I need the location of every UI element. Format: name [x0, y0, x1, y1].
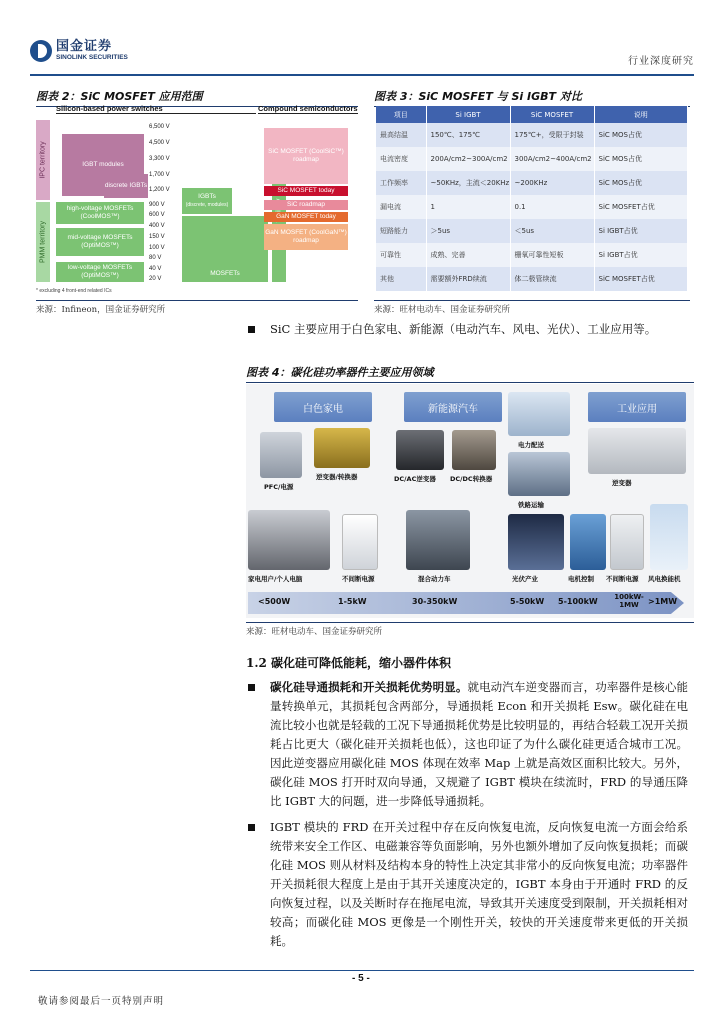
bullet-loss-advantage: [270, 678, 688, 811]
column-header: Si IGBT: [426, 106, 510, 123]
label-pc: 家电用户/个人电脑: [248, 575, 303, 583]
header-divider: [30, 74, 694, 76]
label-motor: 电机控制: [568, 575, 594, 583]
fig3-title: 图表 3：SiC MOSFET 与 Si IGBT 对比: [374, 88, 690, 107]
logo-icon: [30, 40, 52, 62]
table-row: [376, 147, 688, 171]
sic-roadmap-box: SiC roadmap: [264, 200, 348, 210]
fig3-table: [376, 106, 688, 296]
table-cell: Si IGBT占优: [594, 243, 688, 267]
label-ups: 不间断电源: [342, 575, 375, 583]
label-inverter: 逆变器: [612, 479, 632, 487]
voltage-label: 1,700 V: [149, 172, 170, 178]
power-level: 5-100kW: [558, 597, 598, 606]
discrete-igbts-box: discrete IGBTs: [104, 174, 148, 198]
table-cell: 0.1: [510, 195, 594, 219]
table-cell: 最高结温: [376, 123, 426, 147]
label-pfc: PFC/电源: [264, 483, 294, 491]
table-cell: 150℃、175℃: [426, 123, 510, 147]
table-cell: 工作频率: [376, 171, 426, 195]
table-row: [376, 267, 688, 291]
hv-mosfets-box: high-voltage MOSFETs (CoolMOS™): [56, 202, 144, 224]
ups-cabinet-image: [610, 514, 644, 570]
table-cell: 漏电流: [376, 195, 426, 219]
voltage-label: 6,500 V: [149, 124, 170, 130]
table-cell: SiC MOSFET占优: [594, 267, 688, 291]
voltage-label: 40 V: [149, 266, 162, 272]
motor-image: [570, 514, 606, 570]
power-level: >1MW: [648, 597, 678, 606]
bullet-body: 就电动汽车逆变器而言，功率器件是核心能量转换单元，其损耗包含两部分，导通损耗 Econ 和开关损耗 Esw。碳化硅在电流比较小也就是轻载的工况下导通损耗优势是比较明显的，再结合轻载工况开关损耗占比更大（碳化硅开关损耗也低），这也印证了为什么碳化硅更适合城市工况。因此逆变器应用碳化硅 MOS 体现在效率 Map 上就是高效区面积比较大。另外，碳化硅 MOS 打开时双向导通，又规避了 IGBT 模块在续流时，FRD 的导通压降比 IGBT 大的问题，进一步降低导通损耗。: [270, 680, 689, 808]
column-header: SiC MOSFET: [510, 106, 594, 123]
table-cell: 栅氧可靠性短板: [510, 243, 594, 267]
inverter-board-image: [314, 428, 370, 468]
category-nev: 新能源汽车: [404, 392, 502, 422]
table-cell: 体二极管续流: [510, 267, 594, 291]
table-cell: Si IGBT占优: [594, 219, 688, 243]
logo-en-text: SINOLINK SECURITIES: [56, 54, 128, 61]
fig2-title: 图表 2：SiC MOSFET 应用范围: [36, 88, 358, 107]
table-cell: ＞5us: [426, 219, 510, 243]
table-row: [376, 195, 688, 219]
pmm-territory: PMM territory: [36, 202, 50, 282]
hybrid-car-image: [406, 510, 470, 570]
label-dcac: DC/AC逆变器: [394, 475, 436, 483]
voltage-label: 1,200 V: [149, 187, 170, 193]
page-number: - 5 -: [352, 973, 370, 984]
section-title: 1.2 碳化硅可降低能耗，缩小器件体积: [246, 656, 452, 670]
fig4-source: 来源：旺材电动车、国金证券研究所: [246, 622, 694, 637]
ups-image: [342, 514, 378, 570]
table-cell: 300A/cm2~400A/cm2: [510, 147, 594, 171]
voltage-label: 4,500 V: [149, 140, 170, 146]
table-cell: SiC MOS占优: [594, 171, 688, 195]
table-cell: SiC MOSFET占优: [594, 195, 688, 219]
column-header: 项目: [376, 106, 426, 123]
table-cell: 成熟、完善: [426, 243, 510, 267]
bullet-sic-applications: SiC 主要应用于白色家电、新能源（电动汽车、风电、光伏）、工业应用等。: [270, 320, 688, 339]
fig3-source: 来源：旺材电动车、国金证券研究所: [374, 300, 690, 315]
igbt-modules-box: IGBT modules: [62, 134, 144, 196]
footer-divider: [30, 970, 694, 971]
company-logo: [30, 40, 128, 62]
voltage-label: 600 V: [149, 212, 165, 218]
power-level: 5-50kW: [510, 597, 545, 606]
table-cell: ~200KHz: [510, 171, 594, 195]
lv-mosfets-box: low-voltage MOSFETs (OptiMOS™): [56, 262, 144, 282]
table-cell: 短路能力: [376, 219, 426, 243]
dcdc-converter-image: [452, 430, 496, 470]
category-industrial: 工业应用: [588, 392, 686, 422]
sic-mosfet-today-box: SiC MOSFET today: [264, 186, 348, 196]
industrial-inverter-image: [588, 428, 686, 474]
label-hybrid: 混合动力车: [418, 575, 451, 583]
rail-image: [508, 452, 570, 496]
table-cell: 其他: [376, 267, 426, 291]
mosfets-box: MOSFETs: [182, 216, 268, 282]
power-level: <500W: [258, 597, 291, 606]
solar-panel-image: [508, 514, 564, 570]
voltage-label: 3,300 V: [149, 156, 170, 162]
voltage-label: 20 V: [149, 276, 162, 282]
table-cell: 需要额外FRD续流: [426, 267, 510, 291]
voltage-label: 900 V: [149, 202, 165, 208]
silicon-header: Silicon-based power switches: [56, 104, 256, 114]
power-level: 30-350kW: [412, 597, 458, 606]
fig2-source: 来源：Infineon，国金证券研究所: [36, 300, 358, 315]
bullet-lead: 碳化硅导通损耗和开关损耗优势明显。: [270, 680, 468, 694]
column-header: 说明: [594, 106, 688, 123]
mv-mosfets-box: mid-voltage MOSFETs (OptiMOS™): [56, 228, 144, 256]
table-cell: SiC MOS占优: [594, 147, 688, 171]
label-grid: 电力配送: [518, 441, 544, 449]
power-level: 100kW-1MW: [614, 593, 644, 609]
table-row: [376, 219, 688, 243]
table-cell: SiC MOS占优: [594, 123, 688, 147]
label-dcdc: DC/DC转换器: [450, 475, 493, 483]
sic-mosfet-roadmap-box: SiC MOSFET (CoolSiC™) roadmap: [264, 128, 348, 184]
logo-cn-text: 国金证券: [56, 39, 113, 54]
page-header: [30, 36, 694, 76]
label-ups2: 不间断电源: [606, 575, 639, 583]
label-rail: 铁路运输: [518, 501, 544, 509]
table-row: [376, 123, 688, 147]
label-inverter-converter: 逆变器/转换器: [316, 473, 358, 481]
disclaimer: 敬请参阅最后一页特别声明: [38, 996, 165, 1007]
fig2-diagram: [36, 104, 358, 296]
wind-turbine-image: [650, 504, 688, 570]
label-pv: 光伏产业: [512, 575, 538, 583]
compound-header: Compound semiconductors: [258, 104, 358, 113]
gan-mosfet-roadmap-box: GaN MOSFET (CoolGaN™) roadmap: [264, 224, 348, 250]
voltage-label: 400 V: [149, 223, 165, 229]
dcac-inverter-image: [396, 430, 444, 470]
table-row: [376, 243, 688, 267]
voltage-label: 150 V: [149, 234, 165, 240]
appliances-pc-image: [248, 510, 330, 570]
table-cell: 200A/cm2~300A/cm2: [426, 147, 510, 171]
voltage-label: 80 V: [149, 255, 162, 261]
table-cell: 175℃+，受限于封装: [510, 123, 594, 147]
label-wind: 风电换能机: [648, 575, 681, 583]
category-home-appliance: 白色家电: [274, 392, 372, 422]
ipc-territory: IPC territory: [36, 120, 50, 200]
fig4-diagram: [246, 384, 694, 618]
fig4-title: 图表 4：碳化硅功率器件主要应用领域: [246, 364, 694, 383]
table-cell: ~50KHz，主流＜20KHz: [426, 171, 510, 195]
voltage-label: 100 V: [149, 245, 165, 251]
igbts-box: IGBTs (discrete, modules): [182, 188, 232, 214]
power-grid-image: [508, 392, 570, 436]
fig2-footnote: * excluding 4 front-end related ICs: [36, 288, 112, 294]
table-header-row: [376, 106, 688, 123]
pfc-power-image: [260, 432, 302, 478]
table-row: [376, 171, 688, 195]
report-type: 行业深度研究: [628, 56, 694, 67]
table-cell: ＜5us: [510, 219, 594, 243]
power-level: 1-5kW: [338, 597, 367, 606]
gan-mosfet-today-box: GaN MOSFET today: [264, 212, 348, 222]
table-cell: 电流密度: [376, 147, 426, 171]
bullet-frd-recovery: IGBT 模块的 FRD 在开关过程中存在反向恢复电流，反向恢复电流一方面会给系统带来安全工作区、电磁兼容等负面影响，另外也额外增加了反向恢复损耗；而碳化硅 MOS 则从材料及结构本身的特性上决定其非常小的反向恢复电流；功率器件开关损耗很大程度上是由于其开关速度决定的，IGBT 本身由于开通时 FRD 的反向恢复过程，以及关断时存在拖尾电流，导致其开关速度受到限制，开关损耗相对较高；而碳化硅 MOS 更像是一个刚性开关，较快的开关速度带来更低的开关损耗。: [270, 818, 688, 951]
table-cell: 可靠性: [376, 243, 426, 267]
table-cell: 1: [426, 195, 510, 219]
